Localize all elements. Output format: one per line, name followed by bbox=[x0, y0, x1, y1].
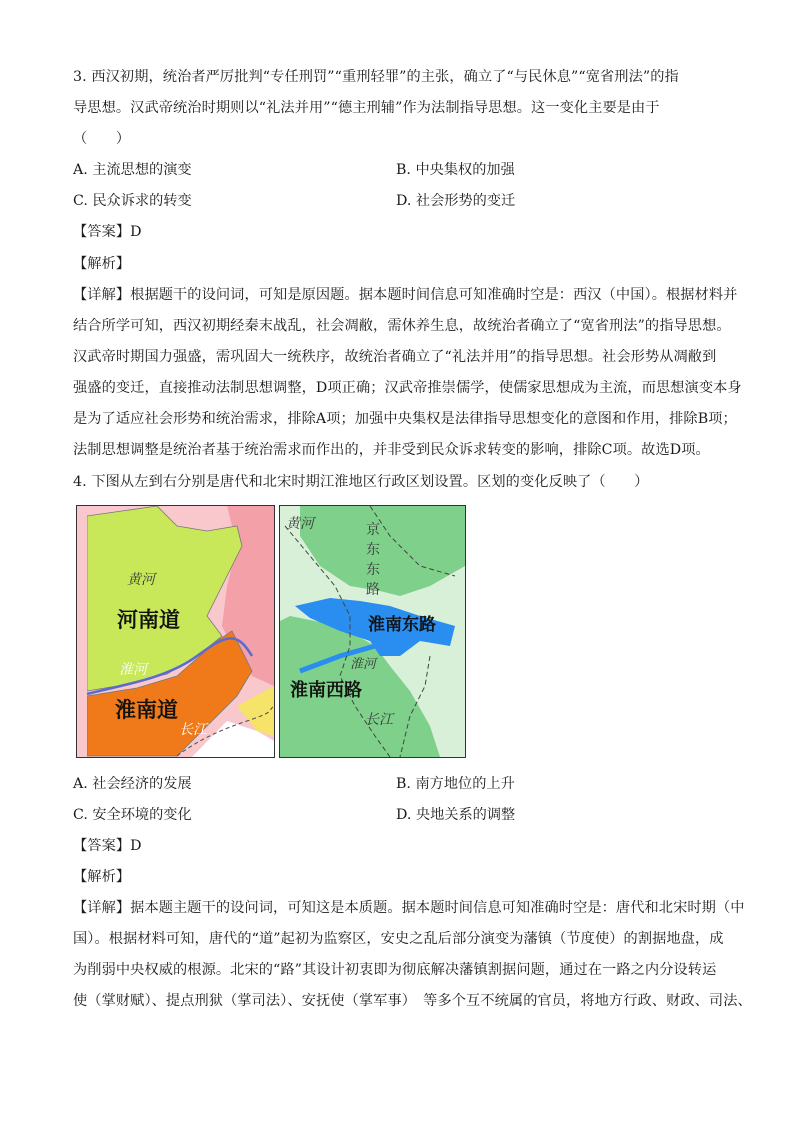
q3-answer: 【答案】D bbox=[73, 224, 142, 240]
label-changjiang: 长江 bbox=[179, 721, 207, 737]
q3-stem-line-1: 3. 西汉初期，统治者严厉批判“专任刑罚”“重刑轻罪”的主张，确立了“与民休息”“宽省刑法”的指 bbox=[73, 69, 679, 85]
label-huaihe: 淮河 bbox=[350, 656, 377, 671]
label-huaihe: 淮河 bbox=[119, 661, 147, 677]
q3-option-b: B. 中央集权的加强 bbox=[396, 162, 515, 178]
q3-stem-line-3: （ ） bbox=[73, 131, 131, 147]
west-strip bbox=[77, 506, 87, 757]
label-jingdong-1: 京 bbox=[366, 521, 380, 537]
q3-analysis-line-4: 强盛的变迁，直接推动法制思想调整，D项正确；汉武帝推崇儒学，使儒家思想成为主流，而思想演变本身 bbox=[73, 380, 742, 396]
song-map bbox=[279, 505, 466, 758]
label-jingdong-2: 东 bbox=[366, 541, 380, 557]
tang-map bbox=[76, 505, 275, 758]
q4-option-b: B. 南方地位的上升 bbox=[396, 776, 515, 792]
label-huainan-dao: 淮南道 bbox=[115, 699, 178, 722]
q4-stem-line-1: 4. 下图从左到右分别是唐代和北宋时期江淮地区行政区划设置。区划的变化反映了（ ） bbox=[73, 474, 649, 490]
q4-option-a: A. 社会经济的发展 bbox=[73, 776, 192, 792]
q3-analysis-line-1: 【详解】根据题干的设问词，可知是原因题。据本题时间信息可知准确时空是：西汉（中国）。根据材料并 bbox=[73, 287, 738, 303]
q3-analysis-line-2: 结合所学可知，西汉初期经秦末战乱，社会凋敝，需休养生息，故统治者确立了“宽省刑法”的指导思想。 bbox=[73, 318, 731, 334]
q4-answer: 【答案】D bbox=[73, 838, 142, 854]
label-huainan-donglu: 淮南东路 bbox=[368, 615, 436, 634]
q3-option-a: A. 主流思想的演变 bbox=[73, 162, 192, 178]
q4-analysis-line-3: 为削弱中央权威的根源。北宋的“路”其设计初衷即为彻底解决藩镇割据问题，通过在一路之内分设转运 bbox=[73, 962, 717, 978]
label-changjiang: 长江 bbox=[365, 711, 393, 727]
q3-analysis-title: 【解析】 bbox=[73, 256, 131, 272]
q3-analysis-line-5: 是为了适应社会形势和统治需求，排除A项；加强中央集权是法律指导思想变化的意图和作用，排除B项； bbox=[73, 411, 737, 427]
q4-analysis-line-4: 使（掌财赋）、提点刑狱（掌司法）、安抚使（掌军事） 等多个互不统属的官员，将地方行政、财政、司法、 bbox=[73, 993, 752, 1009]
q3-option-d: D. 社会形势的变迁 bbox=[396, 193, 516, 209]
label-henan-dao: 河南道 bbox=[117, 609, 180, 632]
label-jingdong-3: 东 bbox=[366, 561, 380, 577]
q4-analysis-line-1: 【详解】据本题主题干的设问词，可知这是本质题。据本题时间信息可知准确时空是：唐代和北宋时期（中 bbox=[73, 900, 745, 916]
q3-stem-line-2: 导思想。汉武帝统治时期则以“礼法并用”“德主刑辅”作为法制指导思想。这一变化主要是由于 bbox=[73, 100, 660, 116]
label-huanghe: 黄河 bbox=[127, 571, 155, 587]
q4-option-c: C. 安全环境的变化 bbox=[73, 807, 192, 823]
q4-maps bbox=[76, 505, 466, 758]
label-jingdong-4: 路 bbox=[366, 581, 380, 597]
q4-option-d: D. 央地关系的调整 bbox=[396, 807, 516, 823]
label-huainan-xilu: 淮南西路 bbox=[290, 680, 362, 700]
q3-analysis-line-6: 法制思想调整是统治者基于统治需求而作出的，并非受到民众诉求转变的影响，排除C项。故选D项。 bbox=[73, 442, 710, 458]
q3-analysis-line-3: 汉武帝时期国力强盛，需巩固大一统秩序，故统治者确立了“礼法并用”的指导思想。社会形势从凋敝到 bbox=[73, 349, 717, 365]
q3-option-c: C. 民众诉求的转变 bbox=[73, 193, 192, 209]
q4-analysis-line-2: 国）。根据材料可知，唐代的“道”起初为监察区，安史之乱后部分演变为藩镇（节度使）的割据地盘，成 bbox=[73, 931, 724, 947]
q4-analysis-title: 【解析】 bbox=[73, 869, 131, 885]
label-huanghe: 黄河 bbox=[286, 515, 314, 531]
